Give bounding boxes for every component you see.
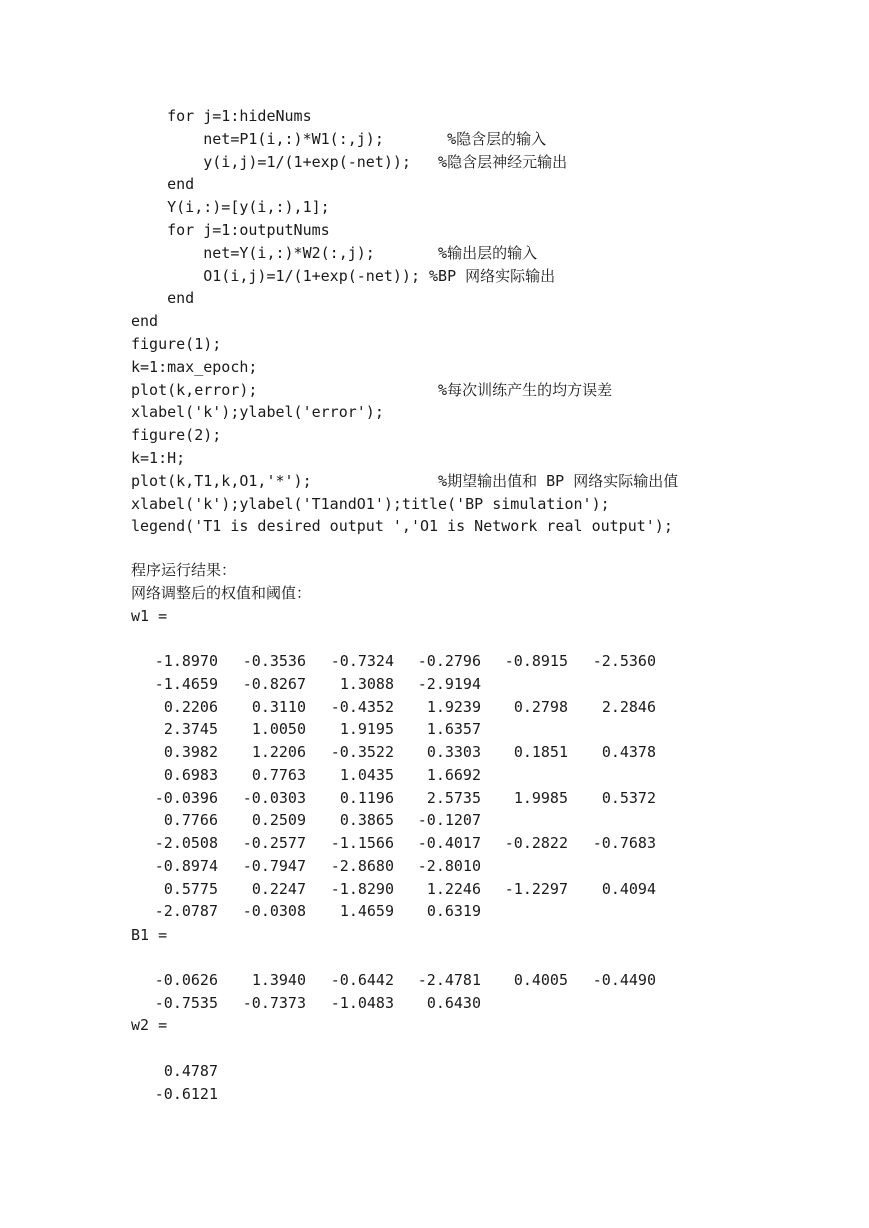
matrix-value: -1.1566: [330, 834, 394, 852]
code-line: k=1:H;: [131, 449, 186, 467]
matrix-value: -0.0626: [154, 971, 218, 989]
matrix-value: -0.6121: [154, 1084, 218, 1103]
matrix-value: 0.4005: [513, 971, 568, 989]
matrix-row: [0, 719, 869, 739]
matrix-value: 1.6357: [426, 720, 481, 739]
code-line: net=Y(i,:)*W2(:,j); %输出层的输入: [131, 243, 538, 262]
matrix-value: -0.8267: [242, 674, 306, 693]
matrix-row: [0, 674, 869, 694]
code-line: k=1:max_epoch;: [131, 357, 258, 376]
matrix-value: -1.2297: [504, 879, 568, 898]
matrix-value: 0.1851: [513, 743, 568, 761]
matrix-value: 1.9985: [513, 788, 568, 807]
matrix-value: -0.4017: [417, 834, 481, 852]
matrix-value: -2.5360: [592, 652, 656, 670]
matrix-value: 0.2206: [163, 697, 218, 716]
matrix-value: 1.3940: [251, 971, 306, 989]
code-line: xlabel('k');ylabel('error');: [131, 403, 384, 422]
matrix-value: -1.4659: [154, 674, 218, 693]
matrix-value: 0.3110: [251, 697, 306, 716]
matrix-value: 1.9239: [426, 697, 481, 716]
matrix-value: 2.3745: [163, 720, 218, 739]
matrix-value: 0.3982: [163, 743, 218, 761]
matrix-value: -2.8680: [330, 856, 394, 875]
matrix-value: 1.9195: [339, 720, 394, 739]
code-line: legend('T1 is desired output ','O1 is Network real output');: [131, 517, 673, 536]
matrix-value: 1.0050: [251, 720, 306, 739]
matrix-value: -0.7683: [592, 834, 656, 852]
code-line: for j=1:hideNums: [131, 107, 312, 125]
matrix-value: -0.7373: [242, 993, 306, 1012]
matrix-value: -0.8974: [154, 856, 218, 875]
matrix-row: [0, 901, 869, 921]
matrix-value: 0.6319: [426, 902, 481, 921]
matrix-value: -0.6442: [330, 971, 394, 989]
matrix-value: -0.3536: [242, 652, 306, 670]
matrix-value: -0.1207: [417, 811, 481, 830]
matrix-value: 0.5372: [601, 788, 656, 807]
code-line: end: [131, 312, 159, 331]
code-line: Y(i,:)=[y(i,:),1];: [131, 198, 330, 217]
matrix-value: 1.6692: [426, 765, 481, 784]
matrix-value: 1.0435: [339, 765, 394, 784]
matrix-value: 0.7766: [163, 811, 218, 830]
code-line: net=P1(i,:)*W1(:,j); %隐含层的输入: [131, 129, 547, 148]
matrix-value: 1.2206: [251, 743, 306, 761]
matrix-value: -0.0396: [154, 788, 218, 807]
matrix-value: 0.4094: [601, 879, 656, 898]
matrix-value: -0.7947: [242, 856, 306, 875]
matrix-value: -2.9194: [417, 674, 481, 693]
matrix-value: 0.2798: [513, 697, 568, 716]
matrix-value: 0.4378: [601, 743, 656, 761]
matrix-value: 2.2846: [601, 697, 656, 716]
code-line: end: [131, 175, 195, 194]
matrix-value: 0.2509: [251, 811, 306, 830]
matrix-row: [0, 765, 869, 785]
matrix-row: [0, 879, 869, 899]
code-line: y(i,j)=1/(1+exp(-net)); %隐含层神经元输出: [131, 152, 568, 171]
matrix-value: -1.8970: [154, 652, 218, 670]
matrix-row: [0, 856, 869, 876]
matrix-value: -0.7324: [330, 652, 394, 670]
matrix-value: 0.3303: [426, 743, 481, 761]
matrix-value: -0.0308: [242, 902, 306, 921]
matrix-value: -2.0787: [154, 902, 218, 921]
result-subheading: 网络调整后的权值和阈值：: [131, 584, 312, 602]
code-line: figure(1);: [131, 335, 222, 353]
matrix-row: [0, 833, 869, 853]
matrix-value: -0.2577: [242, 834, 306, 852]
matrix-value: -0.7535: [154, 993, 218, 1012]
matrix-row: [0, 810, 869, 830]
matrix-value: -0.4352: [330, 697, 394, 716]
matrix-row: [0, 788, 869, 808]
matrix-value: -1.0483: [330, 993, 394, 1012]
matrix-value: 0.2247: [251, 879, 306, 898]
code-line: O1(i,j)=1/(1+exp(-net)); %BP 网络实际输出: [131, 266, 556, 285]
matrix-value: 2.5735: [426, 788, 481, 807]
w1-label: w1 =: [131, 607, 168, 625]
matrix-row: [0, 651, 869, 671]
matrix-row: [0, 1084, 869, 1104]
b1-label: B1 =: [131, 926, 168, 944]
w2-label: w2 =: [131, 1016, 168, 1034]
code-line: figure(2);: [131, 426, 222, 445]
code-line: plot(k,T1,k,O1,'*'); %期望输出值和 BP 网络实际输出值: [131, 471, 679, 490]
matrix-value: -0.3522: [330, 743, 394, 761]
matrix-value: 1.2246: [426, 879, 481, 898]
matrix-value: -0.4490: [592, 971, 656, 989]
matrix-value: 0.7763: [251, 765, 306, 784]
matrix-value: -2.8010: [417, 856, 481, 875]
matrix-row: [0, 697, 869, 717]
matrix-value: -0.2796: [417, 652, 481, 670]
matrix-value: -0.8915: [504, 652, 568, 670]
code-line: plot(k,error); %每次训练产生的均方误差: [131, 380, 613, 399]
code-line: end: [131, 289, 195, 308]
matrix-value: 0.4787: [163, 1062, 218, 1080]
result-heading: 程序运行结果：: [131, 561, 237, 579]
matrix-row: [0, 993, 869, 1013]
matrix-value: -0.0303: [242, 788, 306, 807]
matrix-row: [0, 1061, 869, 1081]
matrix-value: -0.2822: [504, 834, 568, 852]
matrix-value: 0.3865: [339, 811, 394, 830]
matrix-value: 0.5775: [163, 879, 218, 898]
matrix-value: -2.4781: [417, 971, 481, 989]
matrix-row: [0, 742, 869, 762]
matrix-row: [0, 970, 869, 990]
matrix-value: -1.8290: [330, 879, 394, 898]
matrix-value: -2.0508: [154, 834, 218, 852]
matrix-value: 1.4659: [339, 902, 394, 921]
matrix-value: 1.3088: [339, 674, 394, 693]
code-line: xlabel('k');ylabel('T1andO1');title('BP simulation');: [131, 494, 610, 513]
matrix-value: 0.6430: [426, 993, 481, 1012]
code-line: for j=1:outputNums: [131, 221, 330, 239]
matrix-value: 0.6983: [163, 765, 218, 784]
matrix-value: 0.1196: [339, 788, 394, 807]
